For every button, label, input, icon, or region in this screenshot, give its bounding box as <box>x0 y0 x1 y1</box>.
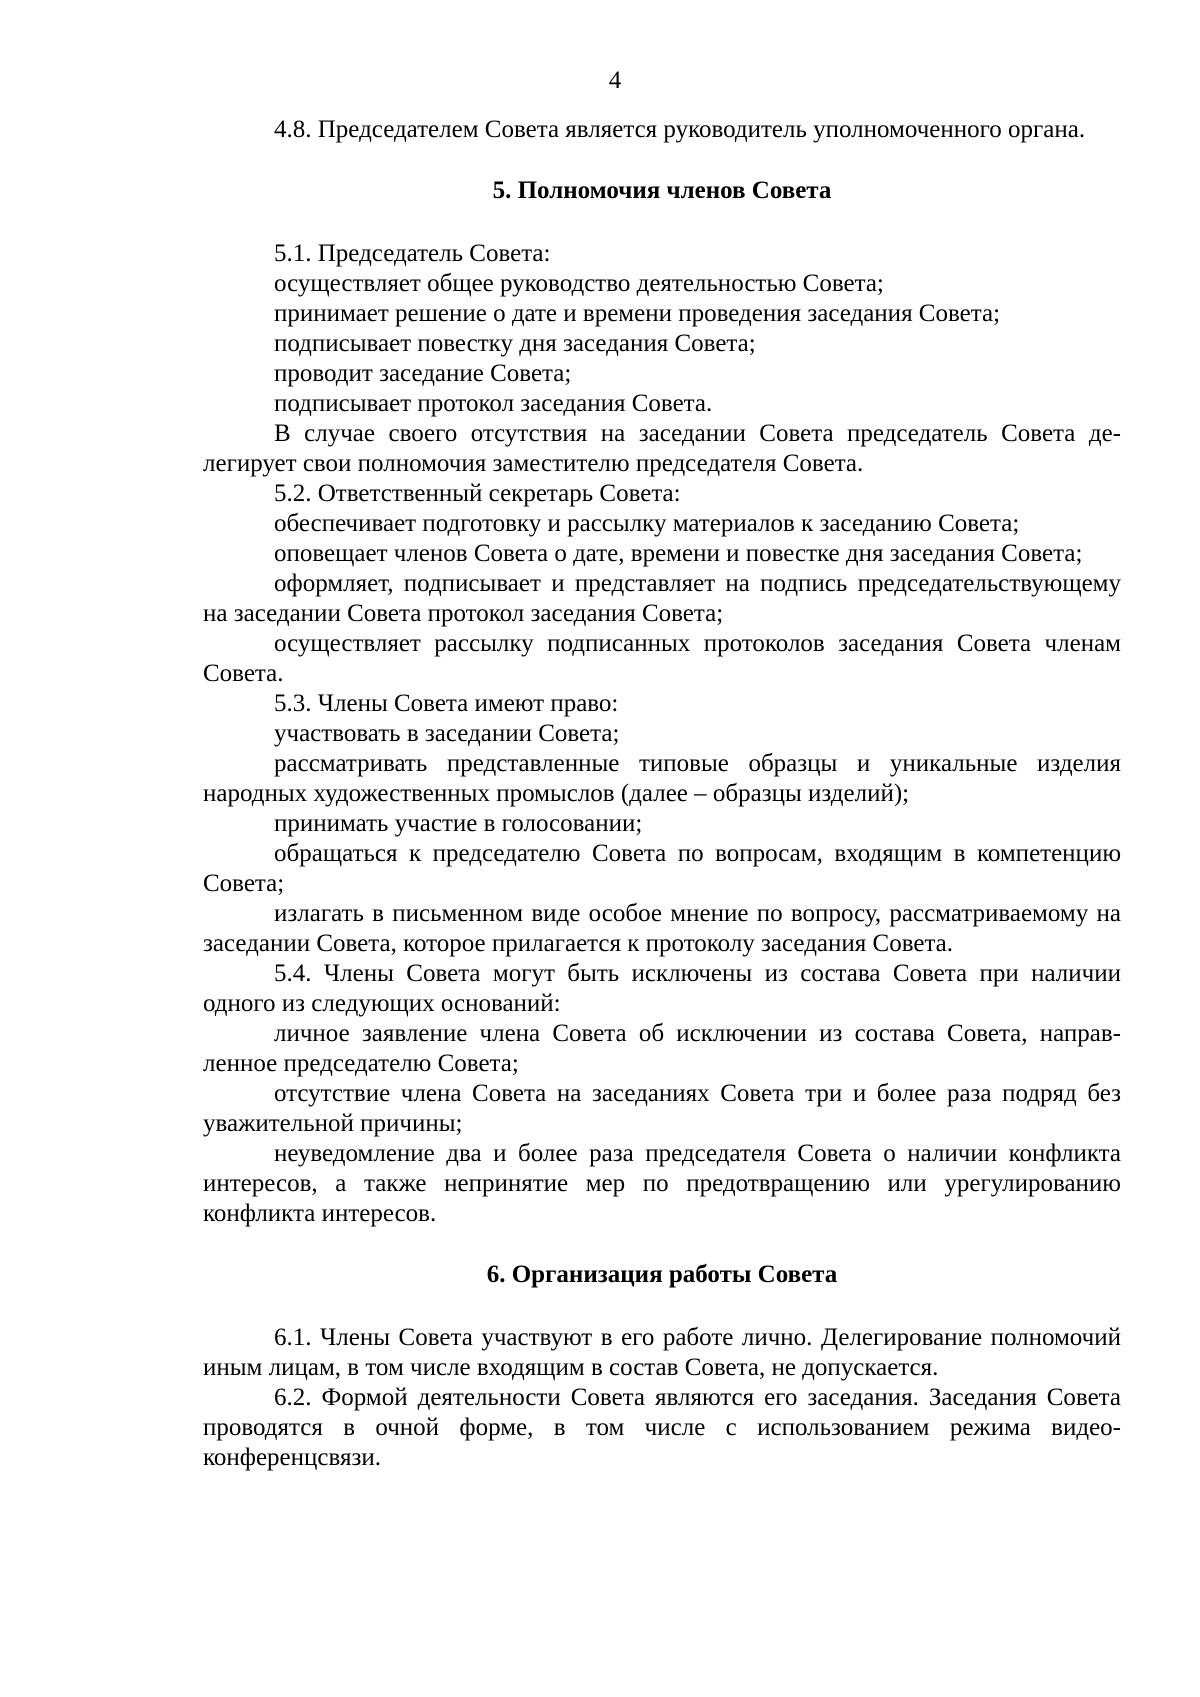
list-item: обращаться к председателю Совета по вопросам, входящим в компетенцию Совета; <box>203 840 1121 897</box>
list-item: рассматривать представленные типовые образцы и уникальные изделия народных художественных промыслов (далее – образцы изделий); <box>203 750 1121 807</box>
paragraph: 6.1. Члены Совета участвуют в его работе лично. Делегирование полномочий иным лицам, в том числе входящим в состав Совета, не допускается. <box>203 1324 1121 1381</box>
paragraph: 5.3. Члены Совета имеют право: <box>274 690 619 717</box>
spacer <box>203 1229 1121 1260</box>
paragraph: 5.2. Ответственный секретарь Совета: <box>274 480 681 507</box>
paragraph: В случае своего отсутствия на заседании Совета председатель Совета делегирует свои полномочия заместителю председателя Совета. <box>203 420 1121 477</box>
list-item: оформляет, подписывает и представляет на подпись председательствующему на заседании Совета протокол заседания Совета; <box>203 570 1121 627</box>
list-item: неуведомление два и более раза председателя Совета о наличии конфликта интересов, а также непринятие мер по предотвращению или урегулированию конфликта интересов. <box>203 1140 1121 1227</box>
list-item: принимает решение о дате и времени проведения заседания Совета; <box>274 300 1001 327</box>
list-item: оповещает членов Совета о дате, времени и повестке дня заседания Совета; <box>274 540 1083 567</box>
list-item: личное заявление члена Совета об исключении из состава Совета, направленное председателю Совета; <box>203 1020 1121 1077</box>
list-item: принимать участие в голосовании; <box>274 810 643 837</box>
list-item: осуществляет общее руководство деятельностью Совета; <box>274 270 884 297</box>
list-item: участвовать в заседании Совета; <box>274 720 620 747</box>
document-body <box>203 115 1121 1473</box>
spacer <box>203 145 1121 176</box>
paragraph: 5.4. Члены Совета могут быть исключены из состава Совета при наличии одного из следующих оснований: <box>203 960 1121 1017</box>
list-item: проводит заседание Совета; <box>274 360 572 387</box>
list-item: подписывает повестку дня заседания Совета; <box>274 330 756 357</box>
list-item: отсутствие члена Совета на заседаниях Совета три и более раза подряд без уважительной причины; <box>203 1080 1121 1137</box>
section-heading: 6. Организация работы Совета <box>486 1261 838 1288</box>
section-heading: 5. Полномочия членов Совета <box>492 177 832 204</box>
page-number: 4 <box>608 67 622 94</box>
spacer <box>203 206 1121 239</box>
list-item: излагать в письменном виде особое мнение по вопросу, рассматриваемому на заседании Совета, которое прилагается к протоколу заседания Совета. <box>203 900 1121 957</box>
spacer <box>203 1290 1121 1323</box>
paragraph: 5.1. Председатель Совета: <box>274 240 551 267</box>
list-item: подписывает протокол заседания Совета. <box>274 390 713 417</box>
paragraph: 6.2. Формой деятельности Совета являются его заседания. Заседания Совета проводятся в очной форме, в том числе с использованием режима видеоконференцсвязи. <box>203 1384 1121 1471</box>
list-item: осуществляет рассылку подписанных протоколов заседания Совета членам Совета. <box>203 630 1121 687</box>
list-item: обеспечивает подготовку и рассылку материалов к заседанию Совета; <box>274 510 1020 537</box>
paragraph: 4.8. Председателем Совета является руководитель уполномоченного органа. <box>274 116 1086 143</box>
